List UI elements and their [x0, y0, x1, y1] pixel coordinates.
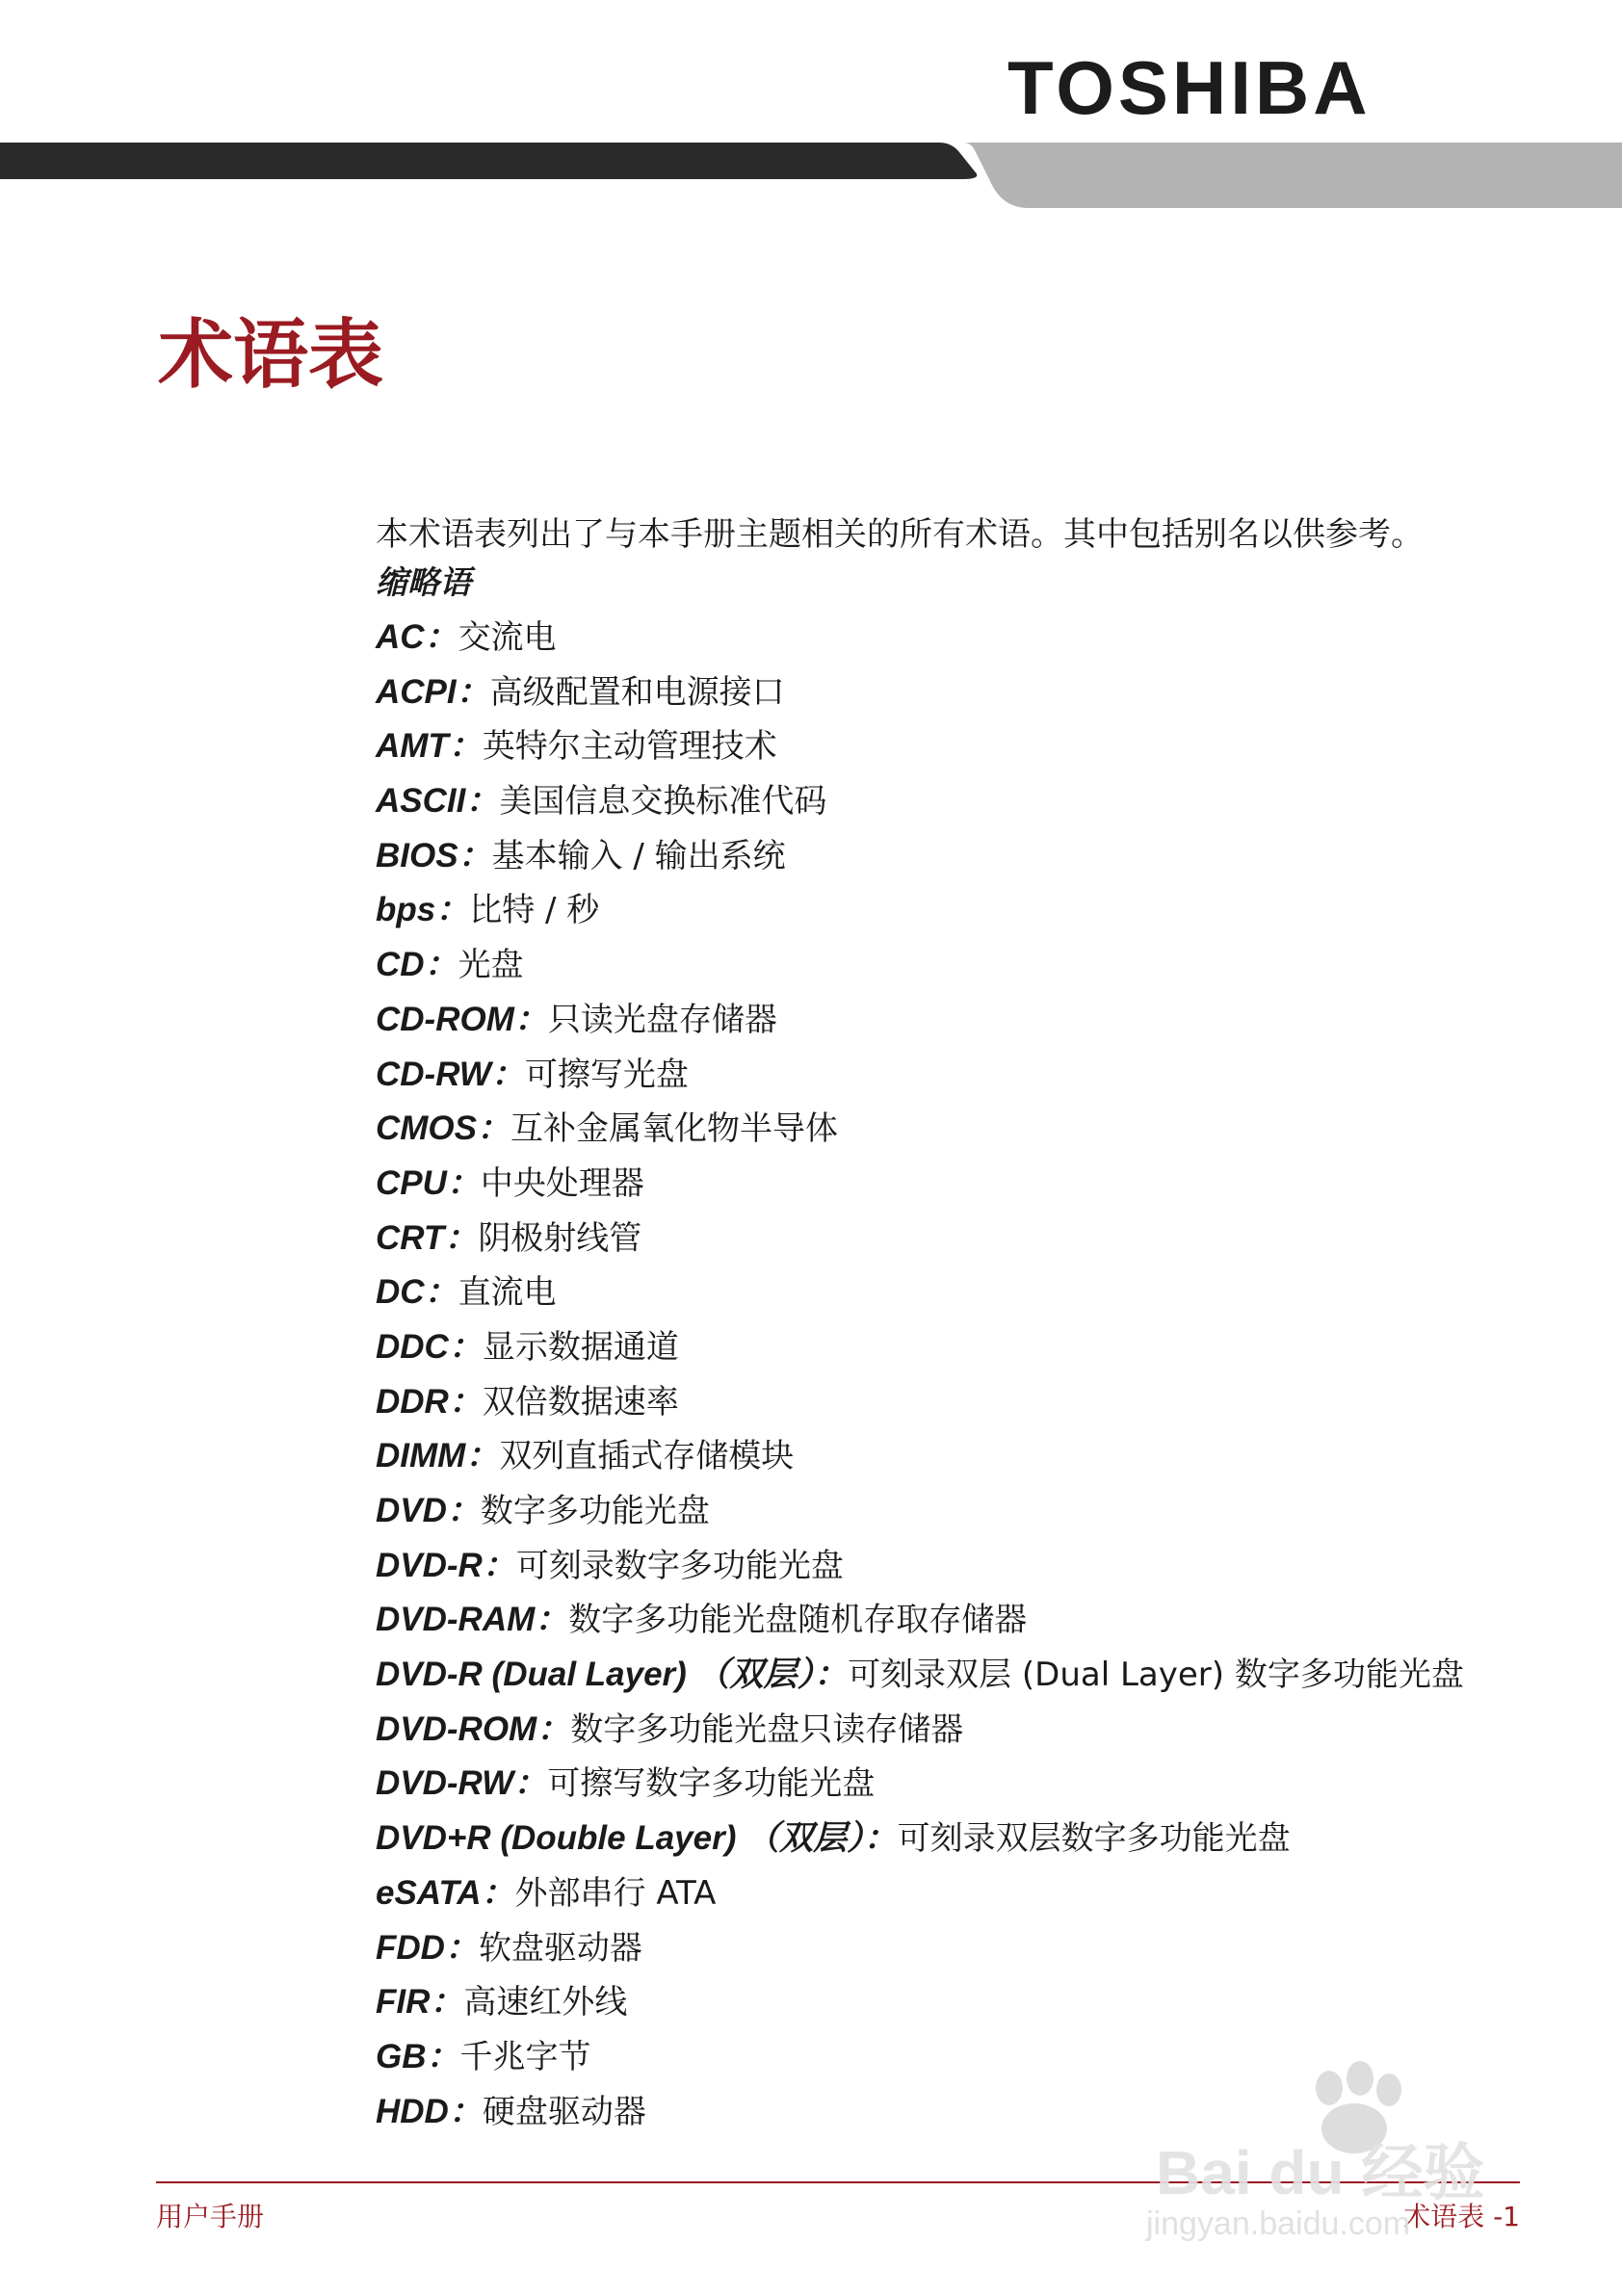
term-abbreviation: BIOS： — [376, 836, 492, 874]
term-abbreviation: DVD-RAM： — [376, 1601, 569, 1639]
glossary-content — [376, 512, 1580, 2139]
term-abbreviation: CRT： — [376, 1218, 479, 1257]
toshiba-logo: TOSHIBA — [1007, 45, 1372, 130]
term-abbreviation: DVD+R (Double Layer) （双层）： — [376, 1819, 898, 1858]
glossary-entry — [376, 1866, 1580, 1921]
glossary-entry — [376, 1921, 1580, 1976]
term-definition: 直流电 — [458, 1273, 557, 1313]
term-definition: 双列直插式存储模块 — [499, 1437, 795, 1476]
term-abbreviation: CPU： — [376, 1163, 481, 1202]
term-definition: 可擦写数字多功能光盘 — [547, 1764, 876, 1804]
glossary-entry — [376, 1812, 1580, 1866]
term-abbreviation: CD-RW： — [376, 1055, 525, 1093]
term-definition: 中央处理器 — [480, 1163, 644, 1203]
term-abbreviation: DVD-R (Dual Layer) （双层）： — [376, 1656, 849, 1694]
glossary-entry — [376, 993, 1580, 1048]
term-definition: 光盘 — [458, 946, 524, 985]
term-definition: 基本输入 / 输出系统 — [491, 836, 786, 875]
term-definition: 软盘驱动器 — [478, 1928, 642, 1968]
section-heading: 缩略语 — [376, 563, 471, 601]
header-band — [0, 143, 1622, 220]
term-abbreviation: FDD： — [376, 1928, 479, 1967]
glossary-entry — [376, 1429, 1580, 1484]
footer-page-number: 术语表 -1 — [1403, 2201, 1520, 2232]
term-abbreviation: CD： — [376, 946, 458, 984]
intro-text: 本术语表列出了与本手册主题相关的所有术语。其中包括别名以供参考。 — [376, 515, 1424, 554]
term-abbreviation: DVD-R： — [376, 1546, 516, 1584]
term-definition: 外部串行 ATA — [514, 1873, 717, 1913]
term-list — [376, 611, 1580, 2139]
term-abbreviation: GB： — [376, 2037, 460, 2075]
glossary-entry — [376, 1265, 1580, 1320]
glossary-entry — [376, 719, 1580, 774]
term-abbreviation: FIR： — [376, 1983, 464, 2022]
term-definition: 数字多功能光盘随机存取存储器 — [568, 1601, 1028, 1640]
glossary-entry — [376, 1157, 1580, 1212]
term-definition: 英特尔主动管理技术 — [482, 727, 777, 767]
term-abbreviation: bps： — [376, 891, 470, 929]
glossary-entry — [376, 665, 1580, 720]
term-definition: 阴极射线管 — [478, 1218, 642, 1258]
term-definition: 互补金属氧化物半导体 — [510, 1109, 839, 1149]
term-definition: 数字多功能光盘只读存储器 — [570, 1709, 964, 1749]
glossary-entry — [376, 1375, 1580, 1430]
term-definition: 显示数据通道 — [482, 1327, 679, 1367]
term-abbreviation: DVD-ROM： — [376, 1709, 571, 1748]
term-abbreviation: AC： — [376, 618, 458, 656]
term-abbreviation: eSATA： — [376, 1873, 515, 1912]
glossary-entry — [376, 1102, 1580, 1157]
term-definition: 可刻录双层 (Dual Layer) 数字多功能光盘 — [848, 1656, 1464, 1695]
term-definition: 数字多功能光盘 — [480, 1492, 710, 1530]
term-abbreviation: ACPI： — [376, 672, 490, 711]
term-definition: 只读光盘存储器 — [547, 1000, 777, 1039]
glossary-entry — [376, 883, 1580, 938]
glossary-entry — [376, 938, 1580, 993]
header-band-light — [963, 143, 1622, 208]
term-abbreviation: CD-ROM： — [376, 1000, 548, 1038]
term-definition: 可刻录双层数字多功能光盘 — [897, 1819, 1291, 1859]
term-abbreviation: DDC： — [376, 1327, 483, 1366]
glossary-entry — [376, 1212, 1580, 1266]
term-abbreviation: ASCII： — [376, 782, 500, 821]
baidu-watermark — [1137, 2049, 1541, 2242]
glossary-entry — [376, 611, 1580, 665]
glossary-entry — [376, 1648, 1580, 1703]
header-band-dark — [0, 143, 977, 179]
term-definition: 美国信息交换标准代码 — [499, 782, 827, 822]
term-definition: 可擦写光盘 — [524, 1055, 689, 1094]
term-abbreviation: DIMM： — [376, 1437, 500, 1475]
glossary-entry — [376, 1539, 1580, 1594]
glossary-entry — [376, 1484, 1580, 1539]
term-definition: 双倍数据速率 — [482, 1382, 679, 1422]
glossary-entry — [376, 829, 1580, 884]
term-definition: 交流电 — [458, 618, 557, 657]
term-abbreviation: AMT： — [376, 727, 483, 766]
term-abbreviation: DVD： — [376, 1492, 481, 1529]
term-abbreviation: CMOS： — [376, 1109, 511, 1148]
footer-manual-label: 用户手册 — [156, 2201, 265, 2232]
glossary-entry — [376, 1757, 1580, 1812]
glossary-entry — [376, 1320, 1580, 1375]
glossary-entry — [376, 1703, 1580, 1758]
term-abbreviation: DC： — [376, 1273, 458, 1312]
term-definition: 硬盘驱动器 — [482, 2092, 646, 2131]
glossary-entry — [376, 1593, 1580, 1648]
term-definition: 可刻录数字多功能光盘 — [515, 1546, 844, 1585]
page-title: 术语表 — [158, 312, 384, 399]
term-abbreviation: HDD： — [376, 2092, 483, 2130]
term-definition: 高速红外线 — [463, 1983, 628, 2022]
glossary-entry — [376, 774, 1580, 829]
watermark-logo: Bai du 经验 — [1156, 2138, 1485, 2207]
term-definition: 千兆字节 — [459, 2037, 591, 2076]
term-abbreviation: DVD-RW： — [376, 1764, 548, 1803]
term-abbreviation: DDR： — [376, 1382, 483, 1421]
term-definition: 比特 / 秒 — [469, 891, 600, 930]
watermark-url: jingyan.baidu.com — [1146, 2205, 1411, 2242]
glossary-entry — [376, 1975, 1580, 2030]
glossary-entry — [376, 1048, 1580, 1103]
term-definition: 高级配置和电源接口 — [489, 672, 785, 712]
